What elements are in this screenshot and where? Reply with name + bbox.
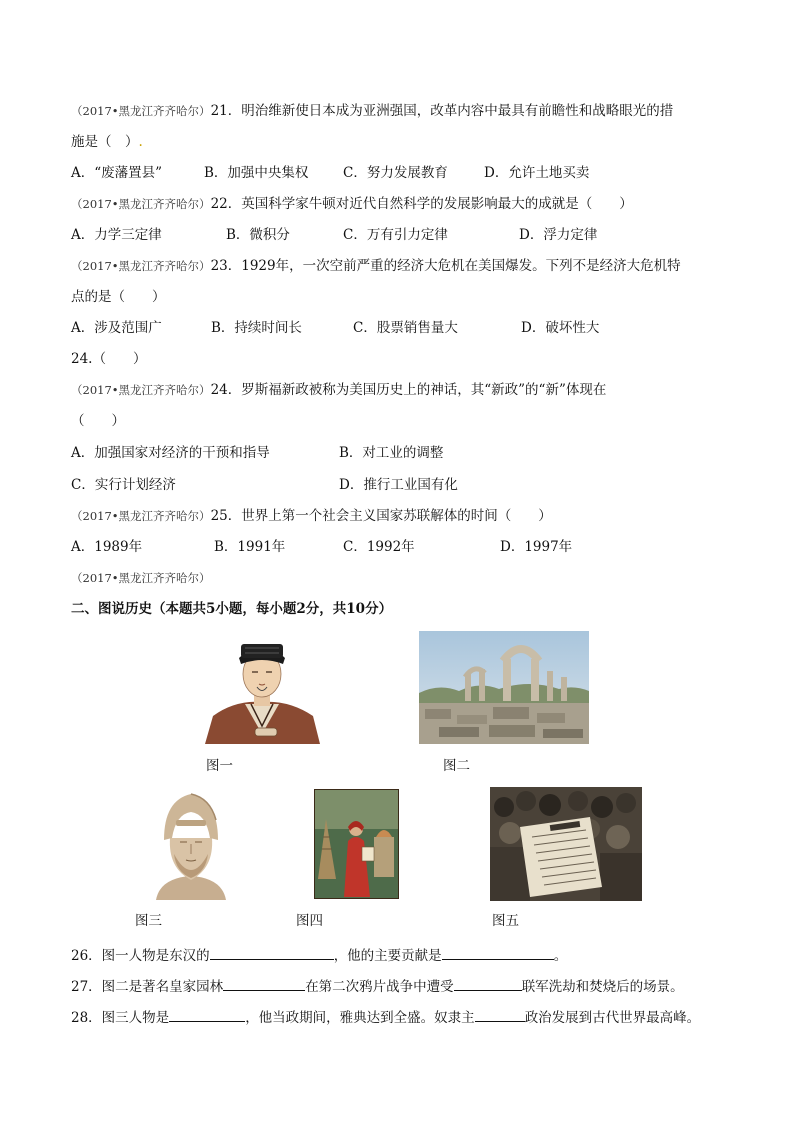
q28-line (71, 1007, 700, 1028)
figure-3-caption: 图三 (135, 913, 162, 929)
figure-5-image (490, 787, 642, 901)
figure-1-caption: 图一 (206, 758, 233, 774)
figure-1-image (205, 634, 320, 744)
q26-text-b: ，他的主要贡献是 (333, 948, 442, 964)
q24-option-a[interactable]: A．加强国家对经济的干预和指导 (71, 445, 270, 461)
q24-stem-line2 (71, 411, 125, 431)
q24-option-b[interactable]: B．对工业的调整 (339, 445, 444, 461)
q28-blank-1[interactable] (169, 1007, 245, 1022)
q21-option-b[interactable]: B．加强中央集权 (204, 165, 309, 181)
q25-stem-text: 25．世界上第一个社会主义国家苏联解体的时间（ ） (210, 508, 552, 524)
q22-option-a[interactable]: A．力学三定律 (71, 227, 162, 243)
q24-source: （2017•黑龙江齐齐哈尔） (71, 383, 211, 397)
q26-text-a: 26．图一人物是东汉的 (71, 948, 210, 964)
figure-5-caption: 图五 (492, 913, 519, 929)
q23-stem-line1 (71, 256, 681, 276)
q22-stem-text: 22．英国科学家牛顿对近代自然科学的发展影响最大的成就是（ ） (210, 196, 633, 212)
q27-text-a: 27．图二是著名皇家园林 (71, 979, 224, 995)
q24-blank-line: 24.（ ） (71, 351, 147, 367)
figure-4-caption: 图四 (296, 913, 323, 929)
q25-option-b[interactable]: B．1991年 (214, 539, 286, 555)
q22-stem-line (71, 194, 633, 214)
q26-blank-2[interactable] (442, 945, 554, 960)
q21-stem-text1: 21．明治维新使日本成为亚洲强国，改革内容中最具有前瞻性和战略眼光的措 (210, 103, 674, 119)
q28-text-a: 28．图三人物是 (71, 1010, 170, 1026)
q21-option-c[interactable]: C．努力发展教育 (343, 165, 448, 181)
q26-text-c: 。 (553, 948, 568, 964)
q24-stem-text1: 24．罗斯福新政被称为美国历史上的神话，其“新政”的“新”体现在 (210, 382, 607, 398)
q23-stem-line2 (71, 287, 166, 307)
q26-line (71, 945, 567, 966)
q26-blank-1[interactable] (210, 945, 334, 960)
figure-2-image (419, 631, 589, 744)
q25-option-c[interactable]: C．1992年 (343, 539, 415, 555)
q28-text-b: ，他当政期间，雅典达到全盛。奴隶主 (245, 1010, 475, 1026)
q21-source: （2017•黑龙江齐齐哈尔） (71, 104, 211, 118)
q22-source: （2017•黑龙江齐齐哈尔） (71, 197, 211, 211)
q23-stem-text2: 点的是（ ） (71, 289, 166, 305)
figure-3-image (150, 790, 232, 900)
q21-stem-line2 (71, 132, 143, 152)
q23-option-b[interactable]: B．持续时间长 (211, 320, 302, 336)
q25-stem-line (71, 506, 552, 526)
q21-option-d[interactable]: D．允许土地买卖 (484, 165, 590, 181)
q21-stem-text2: 施是（ ） (71, 134, 139, 150)
q22-option-b[interactable]: B．微积分 (226, 227, 290, 243)
section-2-heading: 二、图说历史（本题共5小题，每小题2分，共10分） (71, 601, 393, 617)
q23-source: （2017•黑龙江齐齐哈尔） (71, 259, 211, 273)
q27-text-c: 联军洗劫和焚烧后的场景。 (521, 979, 684, 995)
q25-option-d[interactable]: D．1997年 (500, 539, 573, 555)
q23-option-a[interactable]: A．涉及范围广 (71, 320, 162, 336)
q25-source: （2017•黑龙江齐齐哈尔） (71, 509, 211, 523)
figure-4-image (314, 789, 399, 899)
q23-stem-text1: 23．1929年，一次空前严重的经济大危机在美国爆发。下列不是经济大危机特 (210, 258, 681, 274)
q24-stem-line1 (71, 380, 606, 400)
q22-option-d[interactable]: D．浮力定律 (519, 227, 598, 243)
q21-dot: . (138, 134, 143, 150)
q27-blank-1[interactable] (223, 976, 305, 991)
q25-option-a[interactable]: A．1989年 (71, 539, 143, 555)
q24-option-c[interactable]: C．实行计划经济 (71, 477, 176, 493)
q23-option-d[interactable]: D．破坏性大 (521, 320, 600, 336)
figure-2-caption: 图二 (443, 758, 470, 774)
q28-text-c: 政治发展到古代世界最高峰。 (524, 1010, 701, 1026)
q27-blank-2[interactable] (454, 976, 522, 991)
q27-text-b: 在第二次鸦片战争中遭受 (305, 979, 454, 995)
q24-option-d[interactable]: D．推行工业国有化 (339, 477, 458, 493)
q21-option-a[interactable]: A．“废藩置县” (71, 165, 163, 181)
q28-blank-2[interactable] (475, 1007, 525, 1022)
q21-stem-line1 (71, 101, 673, 121)
q22-option-c[interactable]: C．万有引力定律 (343, 227, 448, 243)
q23-option-c[interactable]: C．股票销售量大 (353, 320, 458, 336)
q24-stem-text2: （ ） (71, 413, 125, 429)
trailing-source: （2017•黑龙江齐齐哈尔） (71, 571, 211, 585)
q27-line (71, 976, 684, 997)
